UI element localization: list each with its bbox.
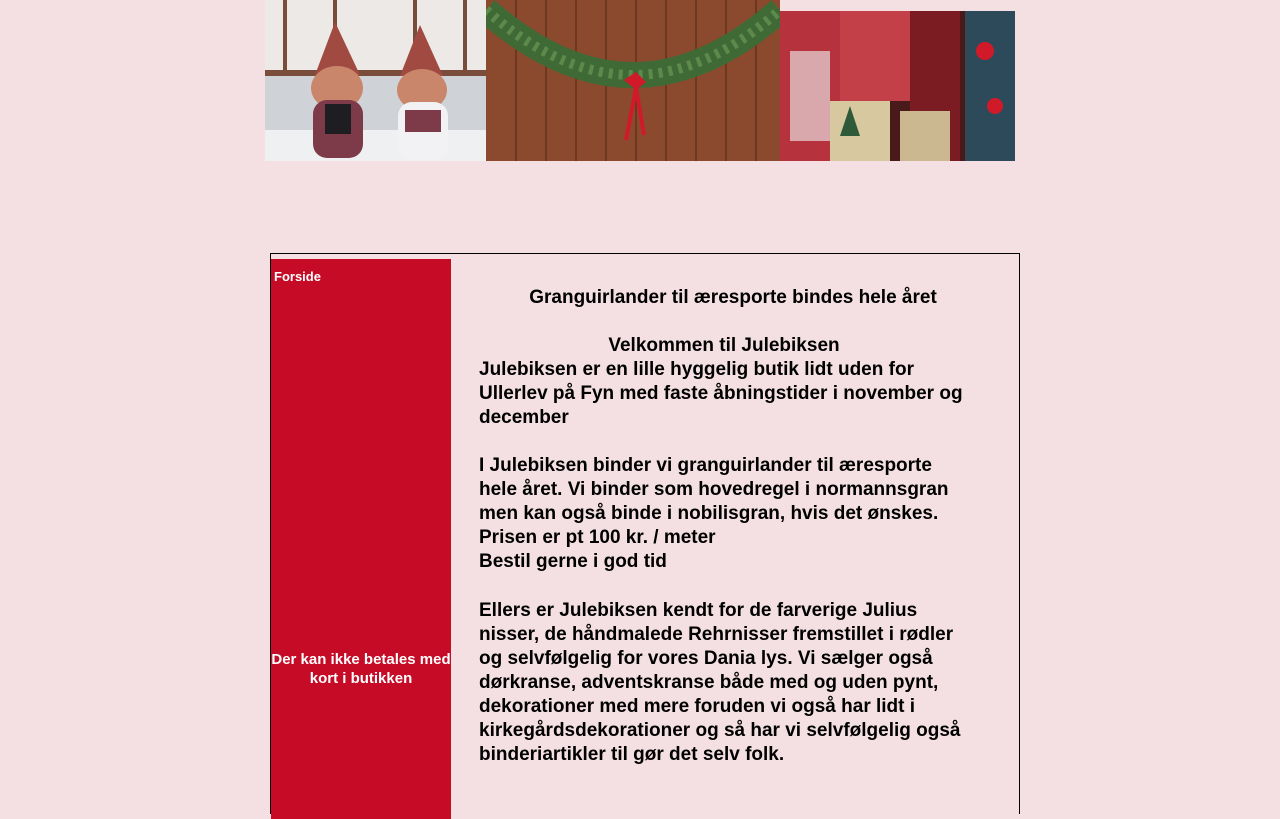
intro-text: Julebiksen er en lille hyggelig butik lidt uden for Ullerlev på Fyn med faste åbningstider i november og december <box>479 359 963 428</box>
garland-text: I Julebiksen binder vi granguirlander til æresporte hele året. Vi binder som hovedregel i normannsgran men kan også binde i nobilisgran, hvis det ønskes. <box>479 455 949 524</box>
order-text: Bestil gerne i god tid <box>479 551 667 572</box>
sidebar <box>271 259 451 819</box>
page-title: Granguirlander til æresporte bindes hele året <box>529 287 937 308</box>
candles-image <box>780 11 1015 161</box>
content-frame <box>270 253 1020 814</box>
price-text: Prisen er pt 100 kr. / meter <box>479 527 716 548</box>
sidebar-item-forside[interactable]: Forside <box>274 269 321 284</box>
pine-garland-image <box>486 0 780 161</box>
payment-note: Der kan ikke betales med kort i butikken <box>271 651 451 687</box>
gnome-figurines-image <box>265 0 486 161</box>
main-content <box>479 286 969 767</box>
products-text: Ellers er Julebiksen kendt for de farverige Julius nisser, de håndmalede Rehrnisser fremstillet i rødler og selvfølgelig for vores Dania lys. Vi sælger også dørkranse, adventskranse både med og uden pynt, dekorationer med mere foruden vi også har lidt i kirkegårdsdekorationer og så har vi selvfølgelig også binderiartikler til gør det selv folk. <box>479 600 961 765</box>
welcome-heading: Velkommen til Julebiksen <box>608 335 840 356</box>
